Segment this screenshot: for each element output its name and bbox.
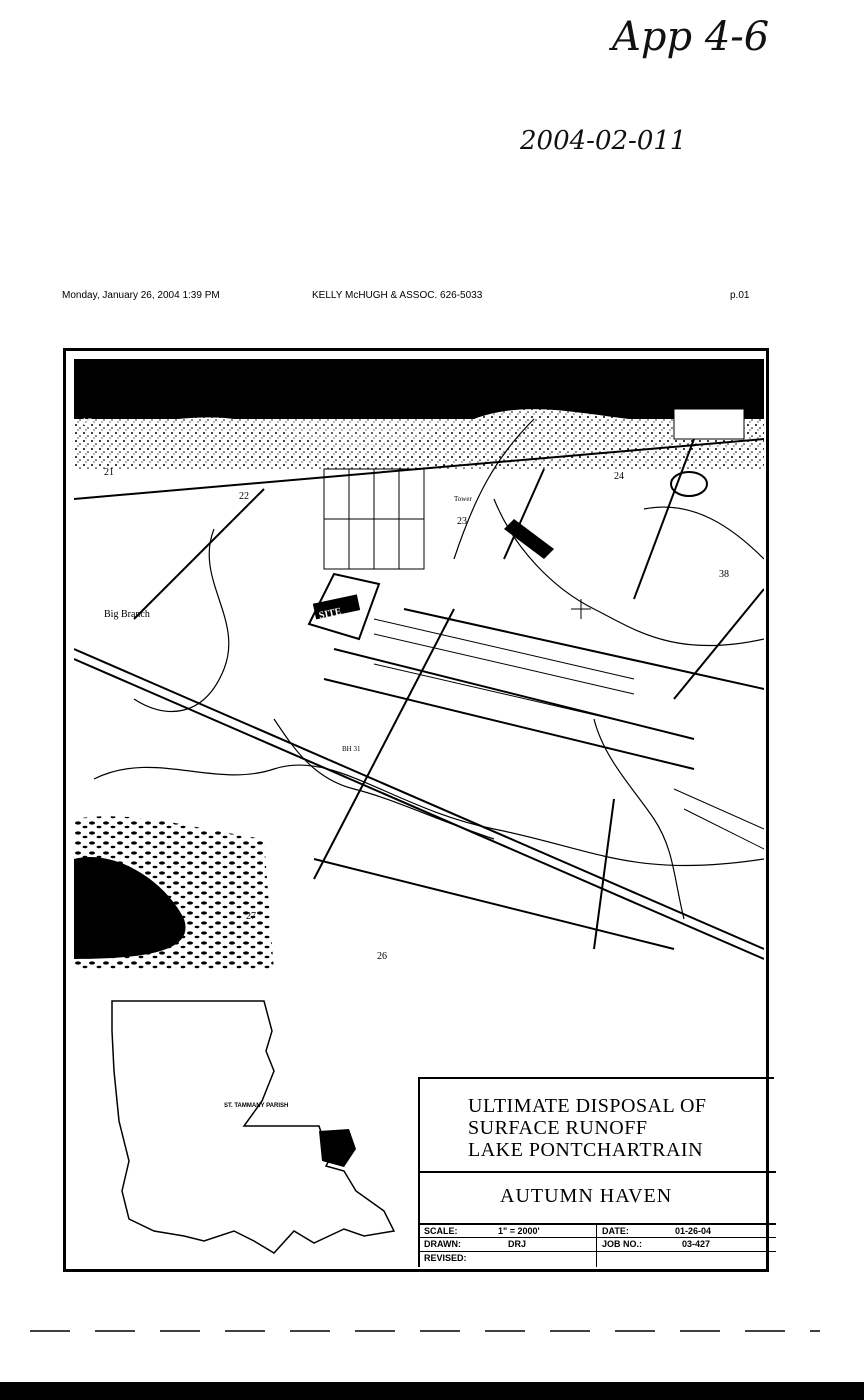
crosshair-marker — [571, 599, 591, 619]
scan-edge-bar — [0, 1382, 864, 1400]
section-label-23: 23 — [457, 516, 467, 527]
fax-sender: KELLY McHUGH & ASSOC. 626-5033 — [312, 290, 483, 301]
highway-label: BH 31 — [342, 745, 361, 753]
job-label: JOB NO.: — [602, 1239, 643, 1249]
louisiana-inset — [94, 991, 404, 1261]
section-label-22: 22 — [239, 491, 249, 502]
drawn-label: DRAWN: — [424, 1239, 461, 1249]
title-line-1: ULTIMATE DISPOSAL OF — [468, 1095, 707, 1117]
revised-label: REVISED: — [424, 1253, 467, 1263]
job-value: 03-427 — [682, 1239, 711, 1249]
map-drawing — [74, 359, 764, 971]
project-name: AUTUMN HAVEN — [500, 1185, 673, 1207]
section-label-16: 16 — [82, 417, 92, 428]
title-line-2: SURFACE RUNOFF — [468, 1117, 648, 1139]
fax-page-number: p.01 — [730, 290, 750, 301]
title-text — [468, 1095, 707, 1161]
drawn-value: DRJ — [508, 1239, 527, 1249]
st-tammany-parish-highlight — [319, 1129, 356, 1167]
louisiana-outline — [94, 991, 404, 1261]
place-label-big-branch: Big Branch — [104, 609, 150, 620]
forest-band — [74, 359, 764, 419]
title-block — [418, 1077, 774, 1267]
handwritten-document-number: 2004-02-011 — [520, 126, 687, 156]
scale-value: 1" = 2000' — [498, 1226, 540, 1236]
drawn-job-row — [420, 1237, 776, 1252]
fax-date-time: Monday, January 26, 2004 1:39 PM — [62, 290, 220, 301]
scale-label: SCALE: — [424, 1226, 458, 1236]
section-label-38: 38 — [719, 569, 729, 580]
revised-row — [420, 1251, 776, 1266]
parish-label: ST. TAMMANY PARISH — [224, 1103, 289, 1109]
section-label-26: 26 — [377, 951, 387, 962]
drawing-sheet — [63, 348, 769, 1272]
title-line-3: LAKE PONTCHARTRAIN — [468, 1139, 704, 1161]
tower-label: Tower — [454, 495, 472, 503]
scan-dash-line — [30, 1330, 820, 1332]
date-label: DATE: — [602, 1226, 629, 1236]
section-label-21: 21 — [104, 467, 114, 478]
section-label-27: 27 — [246, 911, 256, 922]
location-map — [74, 359, 764, 971]
handwritten-app-reference: App 4-6 — [612, 14, 770, 60]
date-value: 01-26-04 — [675, 1226, 712, 1236]
section-label-24: 24 — [614, 471, 624, 482]
site-label: SITE — [317, 606, 343, 622]
